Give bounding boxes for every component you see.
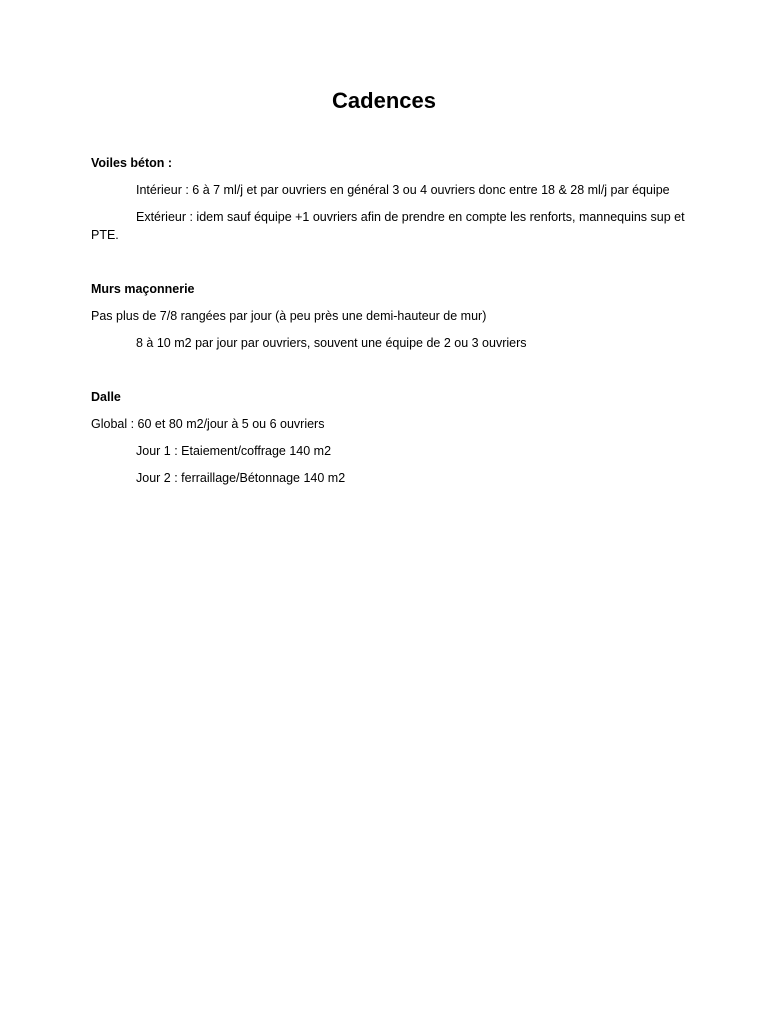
- paragraph: Intérieur : 6 à 7 ml/j et par ouvriers en général 3 ou 4 ouvriers donc entre 18 & 28 ml/j par équipe: [136, 183, 670, 197]
- paragraph: Extérieur : idem sauf équipe +1 ouvriers afin de prendre en compte les renforts, mannequins sup et PTE.: [91, 210, 685, 242]
- paragraph: Pas plus de 7/8 rangées par jour (à peu près une demi-hauteur de mur): [91, 309, 487, 323]
- paragraph: 8 à 10 m2 par jour par ouvriers, souvent une équipe de 2 ou 3 ouvriers: [136, 336, 527, 350]
- paragraph: Jour 1 : Etaiement/coffrage 140 m2: [136, 444, 332, 458]
- section-heading: Voiles béton :: [91, 156, 173, 170]
- section-heading: Dalle: [91, 390, 121, 404]
- section-voiles-beton: [91, 154, 687, 244]
- section-murs-maconnerie: [91, 280, 687, 352]
- section-spacer: [91, 253, 687, 280]
- document-body: [91, 154, 687, 496]
- section-dalle: [91, 388, 687, 487]
- section-heading: Murs maçonnerie: [91, 282, 195, 296]
- page-title: Cadences: [332, 88, 436, 113]
- paragraph: Global : 60 et 80 m2/jour à 5 ou 6 ouvriers: [91, 417, 325, 431]
- paragraph: Jour 2 : ferraillage/Bétonnage 140 m2: [136, 471, 346, 485]
- section-spacer: [91, 361, 687, 388]
